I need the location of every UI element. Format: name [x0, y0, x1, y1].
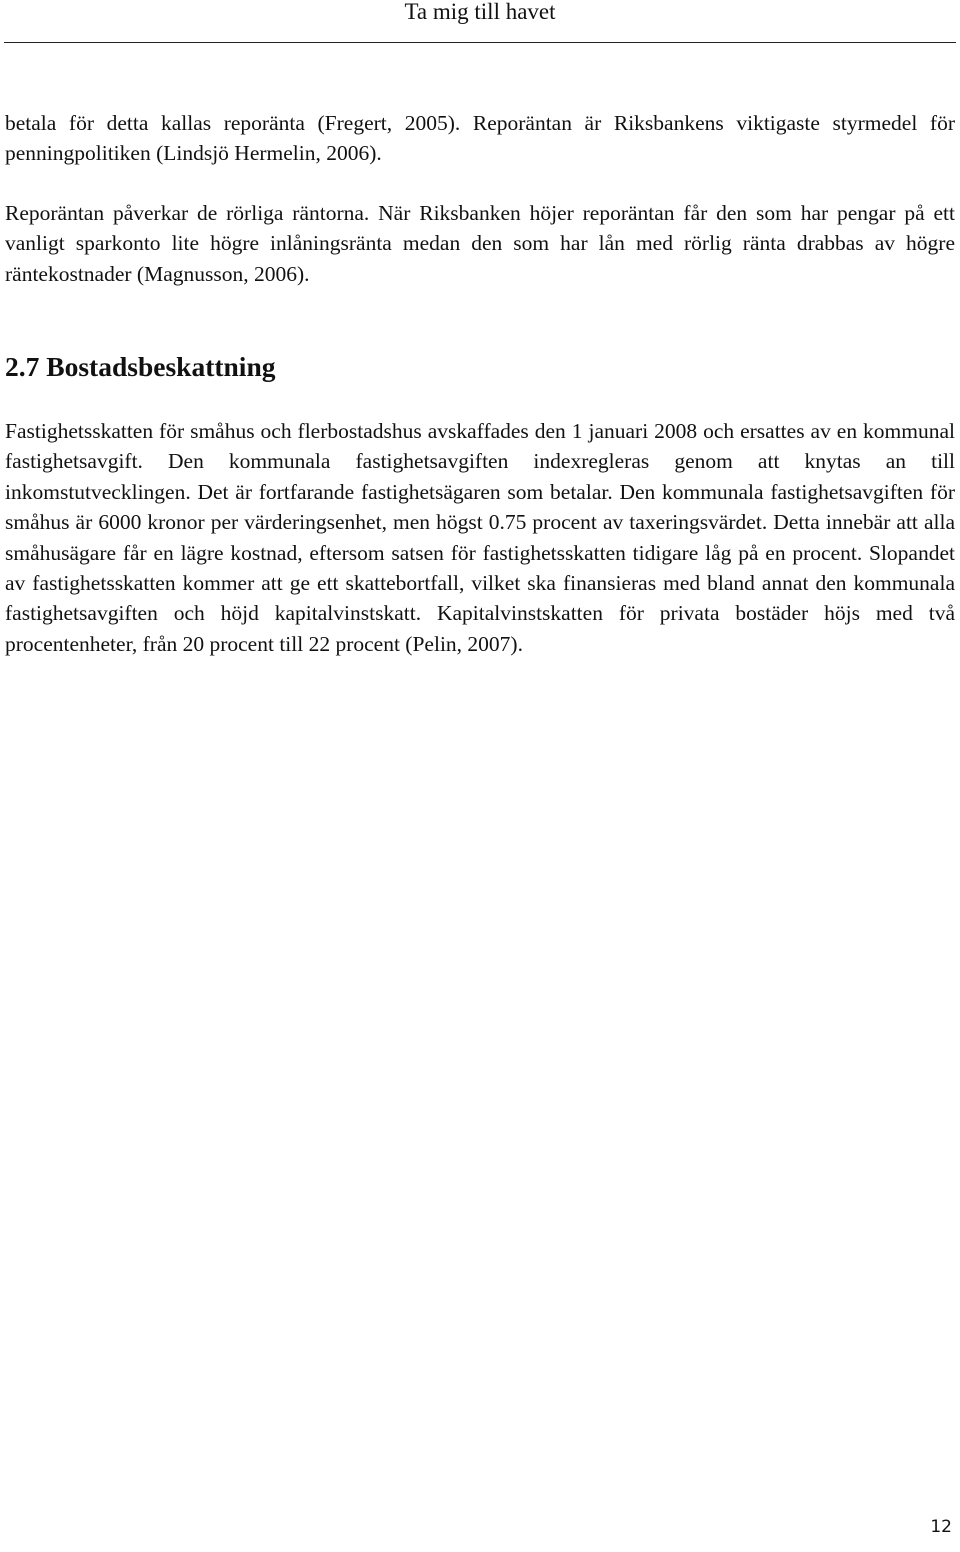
- body-paragraph-2: Reporäntan påverkar de rörliga räntorna. När Riksbanken höjer reporäntan får den som har pengar på ett vanligt sparkonto lite högre inlåningsränta medan den som har lån med rörlig ränta drabbas av högre räntekostnader (Magnusson, 2006).: [5, 201, 955, 286]
- section-heading: 2.7 Bostadsbeskattning: [5, 351, 276, 382]
- body-paragraph-1: betala för detta kallas reporänta (Fregert, 2005). Reporäntan är Riksbankens viktigaste styrmedel för penningpolitiken (Lindsjö Hermelin, 2006).: [5, 111, 955, 166]
- body-paragraph-3: Fastighetsskatten för småhus och flerbostadshus avskaffades den 1 januari 2008 och ersattes av en kommunal fastighetsavgift. Den kommunala fastighetsavgiften indexregleras genom att knytas an till inkomstutvecklingen. Det är fortfarande fastighetsägaren som betalar. Den kommunala fastighetsavgiften för småhus är 6000 kronor per värderingsenhet, men högst 0.75 procent av taxeringsvärdet. Detta innebär att alla småhusägare får en lägre kostnad, eftersom satsen för fastighetsskatten tidigare låg på en procent. Slopandet av fastighetsskatten kommer att ge ett skattebortfall, vilket ska finansieras med bland annat den kommunala fastighetsavgiften och höjd kapitalvinstskatt. Kapitalvinstskatten för privata bostäder höjs med två procentenheter, från 20 procent till 22 procent (Pelin, 2007).: [5, 419, 955, 656]
- header-divider: [4, 42, 956, 43]
- page-number: 12: [930, 1517, 952, 1537]
- running-header-title: Ta mig till havet: [404, 0, 556, 24]
